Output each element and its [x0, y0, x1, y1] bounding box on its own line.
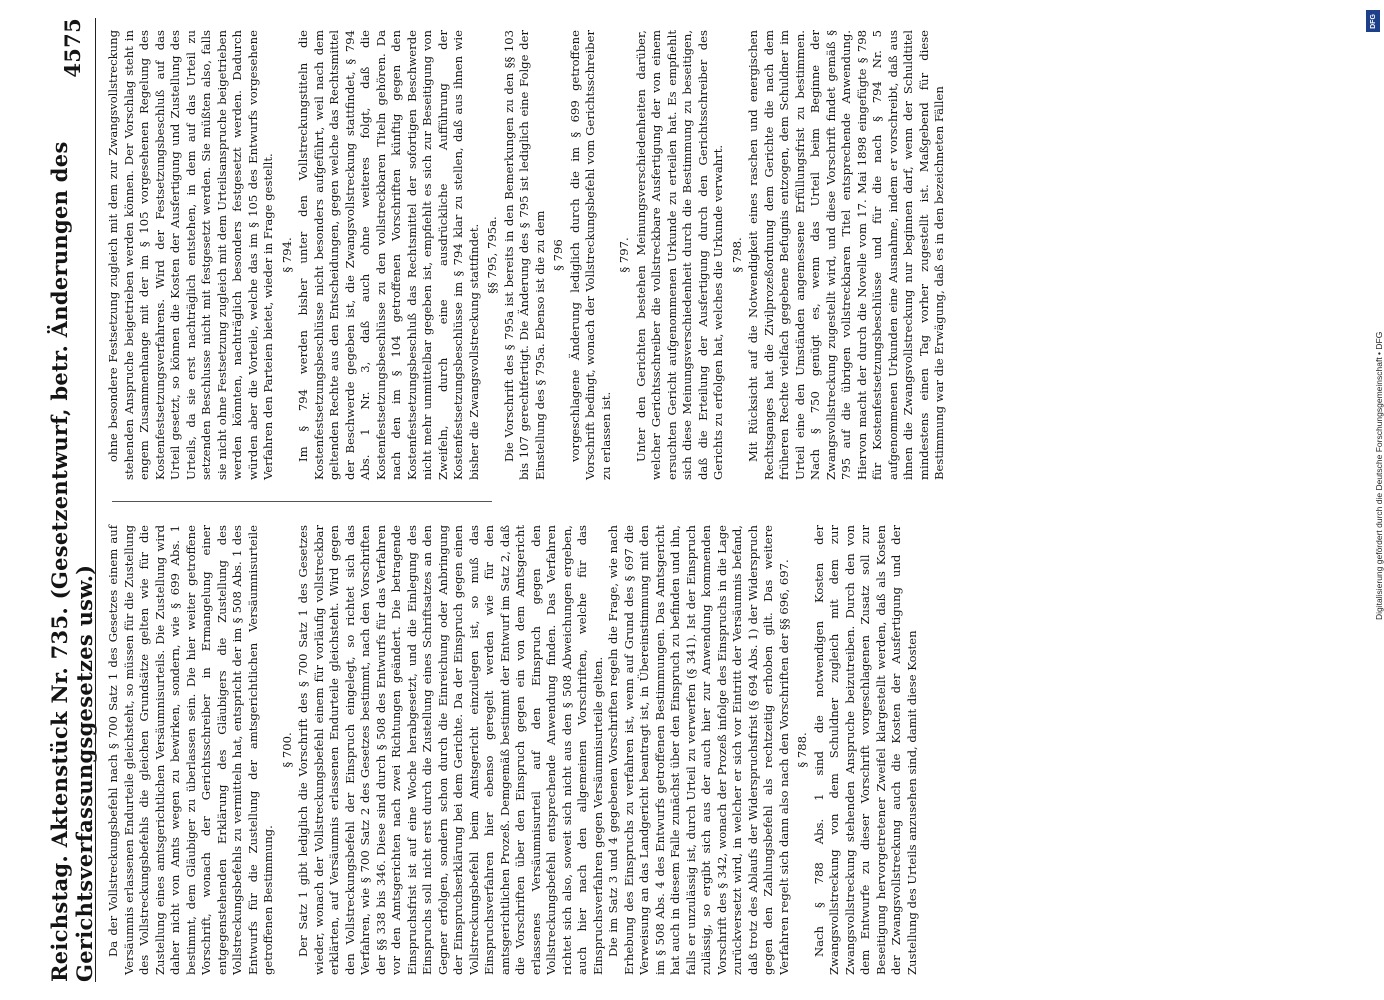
page-number: 4575: [59, 18, 85, 78]
paragraph: Nach § 788 Abs. 1 sind die notwendigen Kosten der Zwangsvollstreckung von dem Schuldner zugleich mit dem zur Zwangsvollstreckung stehenden Anspruche beizutreiben. Durch den von dem Entwurfe zu dieser Vorschrift vorgeschlagenen Zusatz soll zur Beseitigung hervorgetretener Zweifel klargestellt werden, daß als Kosten der Zwangsvollstreckung auch die Kosten der Ausfertigung und der Zustellung des Urteils anzusehen sind, damit diese Kosten: [811, 525, 919, 975]
header-rule: [95, 18, 96, 982]
dfg-logo-icon: DFG: [1366, 10, 1380, 32]
section-heading-794: § 794.: [279, 237, 294, 273]
section-heading-795: §§ 795, 795a.: [485, 216, 499, 294]
paragraph: vorgeschlagene Änderung lediglich durch die im § 699 getroffene Vorschrift bedingt, wonach der Vollstreckungsbefehl vom Gerichtsschreiber zu erlassen ist.: [567, 30, 613, 480]
paragraph: Im § 794 werden bisher unter den Vollstreckungstiteln die Kostenfestsetzungsbeschlüsse nicht besonders aufgeführt, weil nach dem geltenden Rechte aus den Entscheidungen, gegen welche das Rechtsmittel der Beschwerde gegeben ist, die Zwangsvollstreckung stattfindet, § 794 Abs. 1 Nr. 3, daß auch ohne weiteres folgt, daß die Kostenfestsetzungsbeschlüsse zu den vollstreckbaren Titeln gehören. Da nach den im § 104 getroffenen Vorschriften künftig gegen den Kostenfestsetzungsbeschluß das Rechtsmittel der sofortigen Beschwerde nicht mehr unmittelbar gegeben ist, empfiehlt es sich zur Beseitigung von Zweifeln, durch eine ausdrückliche Aufführung der Kostenfestsetzungsbeschlüsse im § 794 klar zu stellen, daß aus ihnen wie bisher die Zwangsvollstreckung stattfindet.: [296, 30, 481, 480]
section-heading-798: § 798.: [729, 237, 744, 273]
page-header: [47, 18, 97, 982]
paragraph: Da der Vollstreckungsbefehl nach § 700 Satz 1 des Gesetzes einem auf Versäumnis erlassenen Endurteile gleichsteht, so müssen für die Zustellung des Vollstreckungsbefehls die gleichen Grundsätze gelten wie für die Zustellung eines amtsgerichtlichen Versäumnisurteils. Die Zustellung wird daher nicht von Amts wegen zu bewirken, sondern, wie § 699 Abs. 1 bestimmt, dem Gläubiger zu überlassen sein. Die hier weiter getroffene Vorschrift, wonach der Gerichtsschreiber in Ermangelung einer entgegenstehenden Erklärung des Gläubigers die Zustellung des Vollstreckungsbefehls zu vermitteln hat, entspricht der im § 508 Abs. 1 des Entwurfs für die Zustellung der amtsgerichtlichen Versäumnisurteile getroffenen Bestimmung.: [106, 525, 275, 975]
section-heading-700: § 700.: [279, 732, 294, 768]
section-heading-788: § 788.: [795, 732, 809, 768]
column-divider: [112, 501, 492, 502]
left-column: [106, 525, 919, 975]
paragraph: Mit Rücksicht auf die Notwendigkeit eines raschen und energischen Rechtsganges hat die Zivilprozeßordnung dem Gerichte die nach dem früheren Rechte vielfach gegebene Befugnis entzogen, dem Schuldner im Urteil eine den Umständen angemessene Erfüllungsfrist zu bestimmen. Nach § 750 genügt es, wenn das Urteil beim Beginne der Zwangsvollstreckung zugestellt wird, und diese Vorschrift findet gemäß § 795 auf die übrigen vollstreckbaren Titel entsprechende Anwendung. Hiervon macht der durch die Novelle vom 17. Mai 1898 eingefügte § 798 für Kostenfestsetzungsbeschlüsse und für die nach § 794 Nr. 5 aufgenommenen Urkunden eine Ausnahme, indem er vorschreibt, daß aus ihnen die Zwangsvollstreckung nur beginnen darf, wenn der Schuldtitel mindestens einen Tag vorher zugestellt ist. Maßgebend für diese Bestimmung war die Erwägung, daß es in den bezeichneten Fällen: [746, 30, 946, 480]
paragraph: ohne besondere Festsetzung zugleich mit dem zur Zwangsvollstreckung stehenden Anspruche beigetrieben werden können. Der Vorschlag steht in engem Zusammenhange mit der im § 105 vorgesehenen Regelung des Kostenfestsetzungsverfahrens. Wird der Festsetzungsbeschluß auf das Urteil gesetzt, so können die Kosten der Ausfertigung und Zustellung des Urteils, da sie erst nachträglich entstehen, in dem auf das Urteil zu setzenden Beschlusse nicht mit festgesetzt werden. Sie müßten also, falls sie nicht ohne Festsetzung zugleich mit dem Urteilsanspruche beigetrieben werden könnten, nachträglich besonders festgesetzt werden. Dadurch würden aber die Vorteile, welche das im § 105 des Entwurfs vorgesehene Verfahren den Parteien bietet, wieder in Frage gestellt.: [106, 30, 275, 480]
paragraph: Die im Satz 3 und 4 gegebenen Vorschriften regeln die Frage, wie nach Erhebung des Einspruchs zu verfahren ist, wenn auf Grund des § 697 die Verweisung an das Landgericht beantragt ist, in Übereinstimmung mit den im § 508 Abs. 4 des Entwurfs getroffenen Bestimmungen. Das Amtsgericht hat auch in diesem Falle zunächst über den Einspruch zu befinden und ihn, falls er unzulässig ist, durch Urteil zu verwerfen (§ 341). Ist der Einspruch zulässig, so ergibt sich aus der auch hier zur Anwendung kommenden Vorschrift des § 342, wonach der Prozeß infolge des Einspruchs in die Lage zurückversetzt wird, in welcher er sich vor Eintritt der Versäumnis befand, daß trotz des Ablaufs der Widerspruchsfrist (§ 694 Abs. 1) der Widerspruch gegen den Zahlungsbefehl als rechtzeitig erhoben gilt. Das weitere Verfahren regelt sich dann also nach den Vorschriften der §§ 696, 697.: [606, 525, 791, 975]
section-heading-796: § 796: [551, 239, 565, 271]
paragraph: Der Satz 1 gibt lediglich die Vorschrift des § 700 Satz 1 des Gesetzes wieder, wonach der Vollstreckungsbefehl einem für vorläufig vollstreckbar erklärten, auf Versäumnis erlassenen Endurteile gleichsteht. Wird gegen den Vollstreckungsbefehl der Einspruch eingelegt, so richtet sich das Verfahren, wie § 700 Satz 2 des Gesetzes bestimmt, nach den Vorschriften der §§ 338 bis 346. Diese sind durch § 508 des Entwurfs für das Verfahren vor den Amtsgerichten nach zwei Richtungen geändert. Die betragende Einspruchsfrist ist auf eine Woche herabgesetzt, und die Einlegung des Einspruchs soll nicht erst durch die Zustellung eines Schriftsatzes an den Gegner erfolgen, sondern schon durch die Einreichung oder Anbringung der Einspruchserklärung bei dem Gerichte. Da der Einspruch gegen einen Vollstreckungsbefehl beim Amtsgericht einzulegen ist, so muß das Einspruchsverfahren hier ebenso geregelt werden wie für den amtsgerichtlichen Prozeß. Demgemäß bestimmt der Entwurf im Satz 2, daß die Vorschriften über den Einspruch gegen ein von dem Amtsgericht erlassenes Versäumnisurteil auf den Einspruch gegen den Vollstreckungsbefehl entsprechende Anwendung finden. Das Verfahren richtet sich also, soweit sich nicht aus den § 508 Abweichungen ergeben, auch hier nach den allgemeinen Vorschriften, welche für das Einspruchsverfahren gegen Versäumnisurteile gelten.: [296, 525, 605, 975]
right-column: [106, 30, 946, 480]
section-heading-797: § 797.: [617, 237, 631, 273]
paragraph: Unter den Gerichten bestehen Meinungsverschiedenheiten darüber, welcher Gerichtsschreiber die vollstreckbare Ausfertigung der von einem ersuchten Gericht aufgenommenen Urkunde zu erteilen hat. Es empfiehlt sich diese Meinungsverschiedenheit durch die Bestimmung zu beseitigen, daß die Erteilung der Ausfertigung durch den Gerichtsschreiber des Gerichts zu erfolgen hat, welches die Urkunde verwahrt.: [633, 30, 725, 480]
paragraph: Die Vorschrift des § 795a ist bereits in den Bemerkungen zu den §§ 103 bis 107 gerechtfertigt. Die Änderung des § 795 ist lediglich eine Folge der Einstellung des § 795a. Ebenso ist die zu dem: [501, 30, 547, 480]
running-title: Reichstag. Aktenstück Nr. 735. (Gesetzentwurf, betr. Änderungen des Gerichtsverfassungsgesetzes usw.): [47, 141, 97, 982]
